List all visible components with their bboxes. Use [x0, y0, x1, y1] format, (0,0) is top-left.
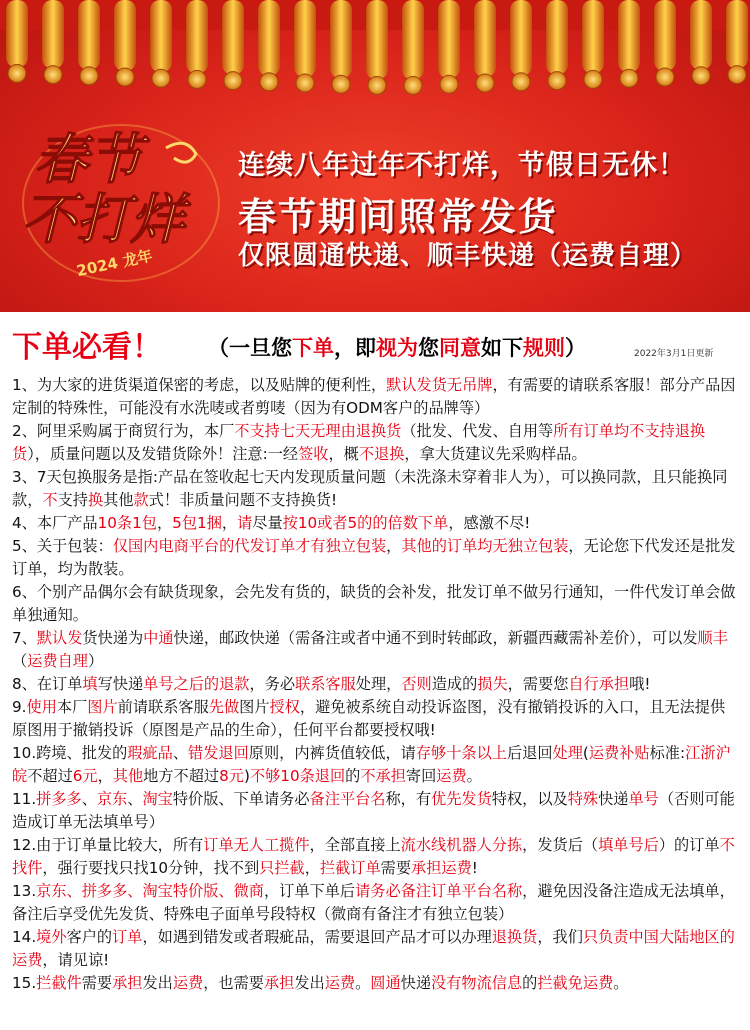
- highlight-text: 拦截免运费: [537, 974, 614, 992]
- plain-text: 8、在订单: [12, 675, 83, 693]
- roof-tile: [582, 0, 604, 73]
- plain-text: 发出: [294, 974, 325, 992]
- rule-item: [12, 742, 740, 788]
- tile-cap: [368, 76, 386, 94]
- plain-text: ，订单下单后: [263, 882, 356, 900]
- highlight-text: 先做: [208, 698, 240, 716]
- year-tag: 2024 龙年: [75, 246, 155, 281]
- roof-tile: [366, 0, 388, 79]
- plain-text: 原则，内裤货值较低，请: [248, 744, 416, 762]
- plain-text: 特价版、下单请务必: [172, 790, 310, 808]
- highlight-text: 运费补贴: [588, 744, 650, 762]
- rule-item: [12, 466, 740, 512]
- plain-text: 5、关于包装：: [12, 537, 113, 555]
- plain-text: 1、为大家的进货渠道保密的考虑，以及贴牌的便利性，: [12, 376, 387, 394]
- plain-text: ，拿大货建议先采购样品。: [404, 445, 587, 463]
- highlight-text: 中通: [143, 629, 174, 647]
- highlight-text: 订单: [112, 928, 143, 946]
- promo-banner: [0, 0, 750, 312]
- roof-tile: [186, 0, 208, 73]
- plain-text: 客户的: [66, 928, 113, 946]
- highlight-text: 10条1包: [97, 514, 157, 532]
- plain-text: ，: [97, 767, 113, 785]
- highlight-text: 承担: [112, 974, 143, 992]
- plain-text: 后退回: [506, 744, 553, 762]
- plain-text: 特权，以及: [491, 790, 568, 808]
- calligraphy-line1: 春节: [34, 127, 142, 191]
- plain-text: ）的订单: [658, 836, 720, 854]
- calligraphy-line2: 不打烊: [22, 187, 184, 251]
- plain-text: 6、个别产品偶尔会有缺货现象，会先发有货的，缺货的会补发，批发订单不做另行通知，一件代发订单会做单独通知。: [12, 583, 736, 624]
- highlight-text: 不承担: [360, 767, 406, 785]
- roof-tile: [402, 0, 424, 79]
- plain-text: 2、阿里采购属于商贸行为，本厂: [12, 422, 235, 440]
- plain-text: 13.: [12, 882, 37, 900]
- roof-tile: [618, 0, 640, 72]
- notice-heading: [12, 320, 742, 366]
- plain-text: 4、本厂产品: [12, 514, 98, 532]
- highlight-text: 联系客服: [295, 675, 356, 693]
- tile-cap: [548, 72, 566, 90]
- highlight-text: 运费: [172, 974, 204, 992]
- plain-text: 其他: [103, 491, 134, 509]
- tile-cap: [584, 70, 602, 88]
- rule-item: [12, 972, 740, 995]
- highlight-text: 之后的退款: [173, 675, 250, 693]
- plain-text: !: [471, 859, 478, 877]
- plain-text: ，: [221, 514, 238, 532]
- plain-text: 10.跨境、批发的: [12, 744, 128, 762]
- tile-cap: [620, 69, 638, 87]
- highlight-text: 错发退回: [188, 744, 249, 762]
- roof-tile: [42, 0, 64, 69]
- banner-line-3: 仅限圆通快递、顺丰快递（运费自理）: [238, 241, 698, 271]
- highlight-text: 使用: [26, 698, 57, 716]
- highlight-text: 运费: [436, 767, 467, 785]
- plain-text: 9.: [12, 698, 27, 716]
- highlight-text: 所有订单均不支持退换货: [12, 422, 706, 463]
- plain-text: ，有需要的请联系客服！部分产品因定制的特殊性，可能没有水洗唛或者剪唛（因为有ODM客户的品牌等）: [12, 376, 736, 417]
- plain-text: ，全部直接上: [309, 836, 401, 854]
- rule-item: [12, 673, 740, 696]
- plain-text: 12.由于订单量比较大，所有: [12, 836, 204, 854]
- plain-text: 快递，邮政快递（需备注或者中通不到时转邮政，新疆西藏需补差价），可以发: [173, 629, 698, 647]
- plain-text: 需要: [81, 974, 113, 992]
- rule-item: [12, 696, 740, 742]
- roof-tile: [294, 0, 316, 77]
- plain-text: 货快递为: [82, 629, 144, 647]
- highlight-text: 单号: [628, 790, 659, 808]
- highlight-text: 淘宝: [142, 790, 173, 808]
- rule-item: [12, 420, 740, 466]
- plain-text: 处理，: [355, 675, 402, 693]
- highlight-text: 存够十条以上: [415, 744, 507, 762]
- plain-text: 需要: [380, 859, 412, 877]
- highlight-text: 优先发货: [431, 790, 492, 808]
- plain-text: 寄回: [405, 767, 437, 785]
- highlight-text: 订单无人工揽件: [203, 836, 310, 854]
- subtitle-highlight: 视为: [376, 336, 418, 360]
- rules-list: [12, 374, 740, 995]
- highlight-text: 承担: [263, 974, 295, 992]
- highlight-text: 款: [133, 491, 149, 509]
- roof-tile: [690, 0, 712, 70]
- highlight-text: 圆通: [370, 974, 401, 992]
- subtitle-highlight: 下单: [292, 336, 334, 360]
- highlight-text: 不找件: [12, 836, 735, 877]
- tile-cap: [296, 74, 314, 92]
- highlight-text: 自行承担: [568, 675, 630, 693]
- roof-tile: [114, 0, 136, 71]
- plain-text: ，概: [328, 445, 359, 463]
- plain-text: ，需要您: [507, 675, 569, 693]
- plain-text: ，务必: [249, 675, 296, 693]
- rule-item: [12, 627, 740, 673]
- subtitle-text: ）: [565, 336, 586, 360]
- plain-text: 3、7天包换服务是指:产品在签收起七天内发现质量问题（未洗涤未穿着非人为），可以换同款，且只能换同款，: [12, 468, 728, 509]
- plain-text: 11.: [12, 790, 37, 808]
- highlight-text: 5包1捆: [172, 514, 222, 532]
- roof-tile: [222, 0, 244, 75]
- plain-text: 称，有: [385, 790, 432, 808]
- highlight-text: 处理: [552, 744, 583, 762]
- rule-item: [12, 535, 740, 581]
- highlight-text: 8元: [219, 767, 244, 785]
- plain-text: 7、: [12, 629, 37, 647]
- tile-cap: [260, 73, 278, 91]
- plain-text: ，请见谅!: [42, 951, 110, 969]
- plain-text: 造成的: [431, 675, 478, 693]
- highlight-text: 图片: [87, 698, 118, 716]
- plain-text: (: [582, 744, 589, 762]
- highlight-text: 默认发货无吊牌: [386, 376, 493, 394]
- plain-text: 快递: [400, 974, 432, 992]
- roof-tile: [150, 0, 172, 72]
- plain-text: （: [12, 652, 28, 670]
- plain-text: （否则可能造成订单无法填单号）: [12, 790, 735, 831]
- rule-item: [12, 880, 740, 926]
- plain-text: 快递: [598, 790, 629, 808]
- plain-text: ，避免被系统自动投诉盗图，没有撤销投诉的入口，且无法提供原图用于撤销投诉（原图是产品的生命），任何平台都要授权哦!: [12, 698, 726, 739]
- highlight-text: 京东: [96, 790, 128, 808]
- tile-cap: [512, 73, 530, 91]
- plain-text: 支持: [57, 491, 88, 509]
- highlight-text: 填: [82, 675, 98, 693]
- tile-cap: [116, 68, 134, 86]
- tile-cap: [440, 75, 458, 93]
- highlight-text: 其他: [112, 767, 144, 785]
- tile-cap: [728, 66, 746, 84]
- highlight-text: 拦截件: [36, 974, 82, 992]
- plain-text: ，强行要找只找10分钟，找不到: [42, 859, 260, 877]
- tile-cap: [8, 64, 26, 82]
- banner-line-1: 连续八年过年不打烊，节假日无休！: [238, 150, 686, 181]
- highlight-text: 京东、拼多多、淘宝特价版、微商: [36, 882, 264, 900]
- highlight-text: 请: [237, 514, 253, 532]
- rule-item: [12, 374, 740, 420]
- roof-tile: [654, 0, 676, 71]
- roof-tile: [330, 0, 352, 78]
- plain-text: 15.: [12, 974, 37, 992]
- highlight-text: 江浙沪皖: [12, 744, 731, 785]
- highlight-text: 填单号后: [598, 836, 659, 854]
- tile-cap: [80, 67, 98, 85]
- plain-text: ，: [156, 514, 173, 532]
- rule-item: [12, 581, 740, 627]
- highlight-text: 承担运费: [411, 859, 472, 877]
- highlight-text: 不支持七天无理由退换货: [234, 422, 402, 440]
- plain-text: 。: [355, 974, 371, 992]
- rule-item: [12, 788, 740, 834]
- roof-tile: [510, 0, 532, 76]
- plain-text: 哦!: [629, 675, 651, 693]
- highlight-text: 顺丰: [697, 629, 728, 647]
- plain-text: 。: [466, 767, 482, 785]
- highlight-text: 特殊: [567, 790, 599, 808]
- plain-text: 地方不超过: [143, 767, 220, 785]
- highlight-text: 拦截订单: [319, 859, 381, 877]
- banner-line-2: 春节期间照常发货: [238, 195, 559, 239]
- plain-text: 标准:: [649, 744, 686, 762]
- highlight-text: 瑕疵品: [127, 744, 173, 762]
- update-date: 2022年3月1日更新: [634, 349, 714, 359]
- highlight-text: 运费: [324, 974, 356, 992]
- plain-text: 、: [172, 744, 189, 762]
- highlight-text: 不退换: [358, 445, 405, 463]
- roof-tile: [6, 0, 28, 67]
- subtitle-text: （一旦您: [208, 336, 292, 360]
- plain-text: 、: [127, 790, 143, 808]
- tile-cap: [332, 75, 350, 93]
- roof-tile: [546, 0, 568, 75]
- highlight-text: 仅国内电商平台的代发订单才有独立包装: [112, 537, 387, 555]
- plain-text: 的: [345, 767, 361, 785]
- roof-tile: [726, 0, 748, 69]
- notice-subtitle: [208, 332, 586, 362]
- highlight-text: 6元: [72, 767, 98, 785]
- subtitle-highlight: 规则: [523, 336, 565, 360]
- roof-tile: [78, 0, 100, 70]
- tile-cap: [656, 68, 674, 86]
- roof-tile: [438, 0, 460, 78]
- rule-item: [12, 834, 740, 880]
- plain-text: ，发货后（: [522, 836, 599, 854]
- plain-text: ）: [87, 652, 104, 670]
- plain-text: 本厂: [56, 698, 88, 716]
- plain-text: ，如遇到错发或者瑕疵品，需要退回产品才可以办理: [142, 928, 492, 946]
- plain-text: 不超过: [27, 767, 73, 785]
- highlight-text: 单号: [143, 675, 174, 693]
- plain-text: ，避免因没备注造成无法填单，备注后享受优先发货、特殊电子面单号段特权（微商有备注才有独立包装）: [12, 882, 735, 923]
- plain-text: （批发、代发、自用等: [401, 422, 554, 440]
- plain-text: ，也需要: [203, 974, 264, 992]
- highlight-text: 否则: [401, 675, 432, 693]
- highlight-text: 损失: [477, 675, 508, 693]
- highlight-text: 流水线机器人分拣: [400, 836, 523, 854]
- subtitle-text: 您: [418, 336, 439, 360]
- highlight-text: 授权: [269, 698, 300, 716]
- highlight-text: 境外: [36, 928, 67, 946]
- plain-text: 前请联系客服: [117, 698, 209, 716]
- plain-text: 图片: [239, 698, 270, 716]
- highlight-text: 请务必备注订单平台名称: [355, 882, 523, 900]
- highlight-text: 签收: [298, 445, 329, 463]
- roof-tile: [258, 0, 280, 76]
- plain-text: ，我们: [537, 928, 583, 946]
- plain-text: 、: [81, 790, 97, 808]
- plain-text: 14.: [12, 928, 37, 946]
- highlight-text: 不够10条退回: [249, 767, 346, 785]
- tile-cap: [188, 70, 206, 88]
- plain-text: 式！非质量问题不支持换货!: [148, 491, 338, 509]
- plain-text: ，: [304, 859, 320, 877]
- highlight-text: 默认发: [36, 629, 83, 647]
- highlight-text: 其他的订单均无独立包装: [401, 537, 569, 555]
- highlight-text: 拼多多: [36, 790, 82, 808]
- rule-item: [12, 512, 740, 535]
- highlight-text: 运费自理: [27, 652, 88, 670]
- tile-cap: [404, 76, 422, 94]
- plain-text: 。: [613, 974, 629, 992]
- tile-cap: [224, 72, 242, 90]
- highlight-text: 按10或者5的的倍数下单: [282, 514, 449, 532]
- plain-text: 写快递: [97, 675, 144, 693]
- rule-item: [12, 926, 740, 972]
- highlight-text: 只拦截: [259, 859, 305, 877]
- roof-tile: [474, 0, 496, 77]
- tile-cap: [152, 69, 170, 87]
- highlight-text: 只负责中国大陆地区的运费: [12, 928, 735, 969]
- highlight-text: 没有物流信息: [431, 974, 523, 992]
- plain-text: 发出: [142, 974, 173, 992]
- highlight-text: 备注平台名: [309, 790, 386, 808]
- plain-text: ，无论您下代发还是批发订单，均为散装。: [12, 537, 736, 578]
- tile-cap: [692, 67, 710, 85]
- plain-text: ，感激不尽!: [448, 514, 531, 532]
- highlight-text: 不: [42, 491, 58, 509]
- plain-text: ，: [386, 537, 402, 555]
- subtitle-text: 如下: [481, 336, 523, 360]
- plain-text: 的: [522, 974, 538, 992]
- highlight-text: 换: [87, 491, 104, 509]
- plain-text: 尽量: [252, 514, 283, 532]
- subtitle-text: ，即: [334, 336, 376, 360]
- tile-cap: [44, 66, 62, 84]
- roof-eaves-decoration: [0, 0, 750, 110]
- calligraphy-logo: [16, 108, 226, 288]
- plain-text: ），质量问题以及发错货除外！注意:一经: [27, 445, 299, 463]
- subtitle-highlight: 同意: [439, 336, 481, 360]
- notice-title: 下单必看！: [12, 330, 162, 365]
- plain-text: ): [243, 767, 250, 785]
- tile-cap: [476, 74, 494, 92]
- highlight-text: 退换货: [491, 928, 538, 946]
